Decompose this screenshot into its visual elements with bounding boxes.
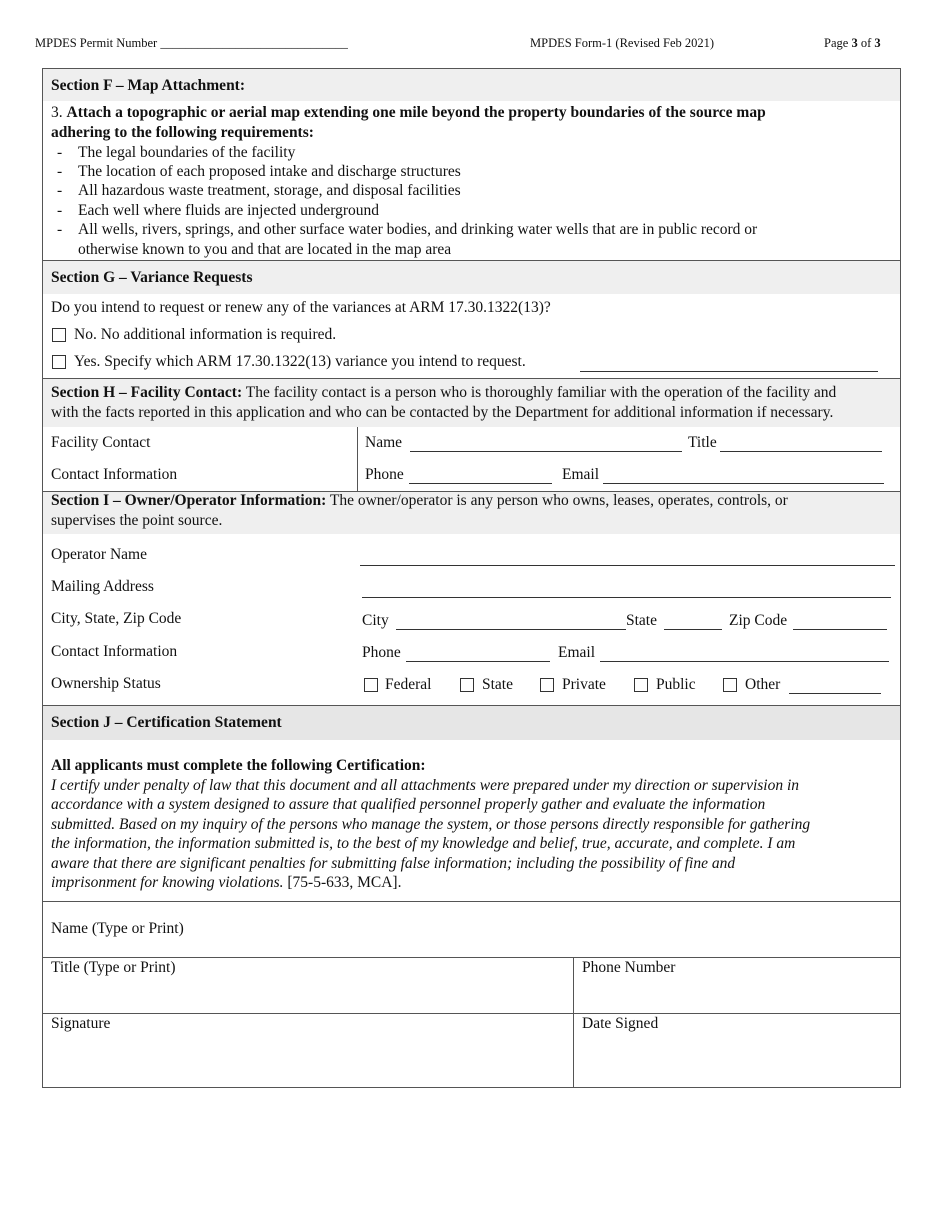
mailing-address-label: Mailing Address: [51, 578, 154, 595]
ownership-other-label: Other: [745, 676, 781, 693]
ownership-federal-checkbox[interactable]: [364, 678, 378, 692]
city-input[interactable]: [396, 629, 626, 630]
signer-title-label: Title (Type or Print): [51, 959, 176, 976]
facility-contact-label: Facility Contact: [51, 434, 151, 451]
variance-specify-input[interactable]: [580, 371, 878, 372]
facility-name-input[interactable]: [410, 451, 682, 452]
signer-phone-label: Phone Number: [582, 959, 676, 976]
section-h-description-cont: with the facts reported in this application and who can be contacted by the Department for additional information if necessary.: [51, 404, 834, 421]
list-item: - All hazardous waste treatment, storage, and disposal facilities: [57, 182, 461, 199]
date-signed-label: Date Signed: [582, 1015, 659, 1032]
list-item: - The legal boundaries of the facility: [57, 144, 296, 161]
form-revision-label: MPDES Form-1 (Revised Feb 2021): [530, 36, 715, 50]
certification-line: I certify under penalty of law that this document and all attachments were prepared under my direction or supervision in: [51, 777, 800, 794]
owner-phone-input[interactable]: [406, 661, 550, 662]
operator-name-label: Operator Name: [51, 546, 147, 563]
variance-yes-label: Yes. Specify which ARM 17.30.1322(13) variance you intend to request.: [74, 353, 526, 370]
section-f-instruction: 3. Attach a topographic or aerial map extending one mile beyond the property boundaries of the source map: [51, 104, 766, 121]
divider: [43, 1013, 900, 1014]
list-item: - All wells, rivers, springs, and other surface water bodies, and drinking water wells that are in public record or: [57, 221, 758, 238]
variance-question: Do you intend to request or renew any of the variances at ARM 17.30.1322(13)?: [51, 299, 551, 316]
signature-label: Signature: [51, 1015, 111, 1032]
page-number: Page 3 of 3: [824, 36, 881, 50]
ownership-other-input[interactable]: [789, 693, 881, 694]
signer-title-field[interactable]: [43, 979, 573, 1013]
owner-email-label: Email: [558, 644, 596, 661]
section-j-title: Section J – Certification Statement: [51, 714, 282, 731]
column-divider: [357, 427, 358, 491]
date-signed-field[interactable]: [574, 1035, 900, 1087]
ownership-private-checkbox[interactable]: [540, 678, 554, 692]
certification-line: aware that there are significant penalties for submitting false information; including the possibility of fine and: [51, 855, 736, 872]
ownership-status-label: Ownership Status: [51, 675, 161, 692]
facility-name-label: Name: [365, 434, 403, 451]
ownership-state-checkbox[interactable]: [460, 678, 474, 692]
signer-name-label: Name (Type or Print): [51, 920, 184, 937]
list-item: - Each well where fluids are injected underground: [57, 202, 379, 219]
signature-field[interactable]: [43, 1035, 573, 1087]
ownership-state-label: State: [482, 676, 513, 693]
section-i-description: Section I – Owner/Operator Information: The owner/operator is any person who owns, leases, operates, controls, or: [51, 492, 788, 509]
contact-information-label: Contact Information: [51, 466, 178, 483]
city-state-zip-label: City, State, Zip Code: [51, 610, 182, 627]
variance-no-checkbox[interactable]: [52, 328, 66, 342]
mailing-address-input[interactable]: [362, 597, 891, 598]
city-label: City: [362, 612, 389, 629]
facility-phone-label: Phone: [365, 466, 404, 483]
zip-input[interactable]: [793, 629, 887, 630]
signer-phone-field[interactable]: [574, 979, 900, 1013]
facility-phone-input[interactable]: [409, 483, 552, 484]
state-label: State: [626, 612, 657, 629]
section-i-description-cont: supervises the point source.: [51, 512, 223, 529]
ownership-public-label: Public: [656, 676, 696, 693]
ownership-private-label: Private: [562, 676, 606, 693]
divider: [43, 957, 900, 958]
facility-title-input[interactable]: [720, 451, 882, 452]
variance-yes-checkbox[interactable]: [52, 355, 66, 369]
certification-line: accordance with a system designed to assure that qualified personnel properly gather and evaluate the information: [51, 796, 766, 813]
owner-contact-label: Contact Information: [51, 643, 178, 660]
certification-line: imprisonment for knowing violations. [75-5-633, MCA].: [51, 874, 402, 891]
variance-no-label: No. No additional information is required.: [74, 326, 337, 343]
signer-name-field[interactable]: [193, 902, 900, 957]
facility-title-label: Title: [688, 434, 717, 451]
facility-email-input[interactable]: [603, 483, 884, 484]
permit-number-label: MPDES Permit Number ______________________________: [35, 36, 348, 50]
list-item-continuation: otherwise known to you and that are located in the map area: [78, 241, 452, 258]
certification-heading: All applicants must complete the following Certification:: [51, 757, 426, 774]
ownership-federal-label: Federal: [385, 676, 432, 693]
section-g-title: Section G – Variance Requests: [51, 269, 253, 286]
state-input[interactable]: [664, 629, 722, 630]
owner-phone-label: Phone: [362, 644, 401, 661]
ownership-other-checkbox[interactable]: [723, 678, 737, 692]
zip-label: Zip Code: [729, 612, 788, 629]
page-header: [0, 36, 950, 52]
certification-line: submitted. Based on my inquiry of the persons who manage the system, or those persons directly responsible for gathering: [51, 816, 811, 833]
ownership-public-checkbox[interactable]: [634, 678, 648, 692]
certification-line: the information, the information submitted is, to the best of my knowledge and belief, true, accurate, and complete. I am: [51, 835, 796, 852]
section-f-title: Section F – Map Attachment:: [51, 77, 246, 94]
operator-name-input[interactable]: [360, 565, 895, 566]
application-form: [42, 68, 901, 1088]
list-item: - The location of each proposed intake and discharge structures: [57, 163, 461, 180]
owner-email-input[interactable]: [600, 661, 889, 662]
facility-email-label: Email: [562, 466, 600, 483]
section-f-instruction-cont: adhering to the following requirements:: [51, 124, 314, 141]
section-h-description: Section H – Facility Contact: The facility contact is a person who is thoroughly familiar with the operation of the facility and: [51, 384, 837, 401]
